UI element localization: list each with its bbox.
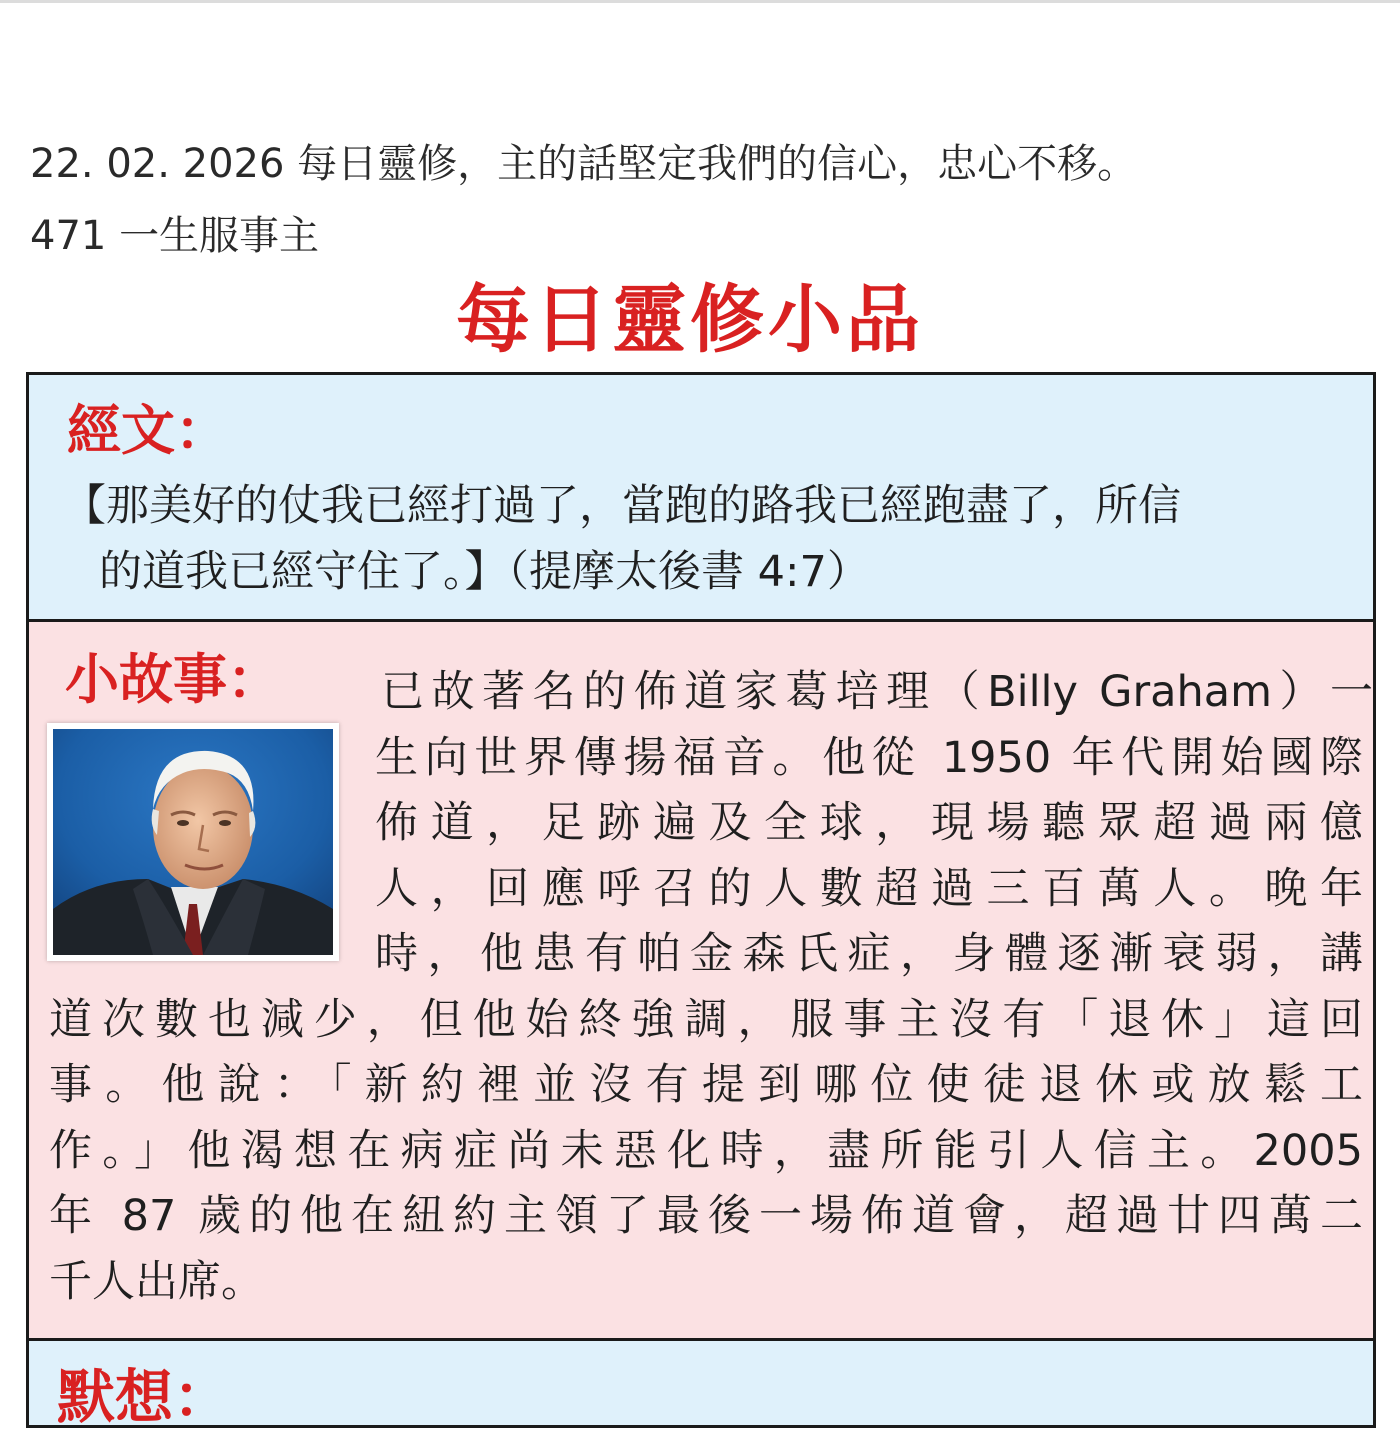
story-line: 千人出席。 (49, 1256, 264, 1307)
portrait-photo (47, 723, 339, 961)
hymn-line: 471 一生服事主 (30, 213, 320, 259)
post-date-line: 22. 02. 2026 每日靈修，主的話堅定我們的信心，忠心不移。 (30, 141, 1138, 187)
scripture-card (26, 372, 1376, 622)
story-card (26, 619, 1376, 1341)
story-line: 生向世界傳揚福音。他從 1950 年代開始國際 (375, 732, 1363, 783)
post-header (30, 128, 1137, 272)
story-line: 事。他說：「新約裡並沒有提到哪位使徒退休或放鬆工 (49, 1060, 1363, 1110)
reflection-card (26, 1338, 1376, 1431)
story-line: 年 87 歲的他在紐約主領了最後一場佈道會，超過廿四萬二 (49, 1191, 1363, 1241)
reflection-label: 默想： (57, 1363, 232, 1431)
portrait-image (53, 729, 333, 955)
story-line: 時，他患有帕金森氏症，身體逐漸衰弱，講 (375, 929, 1363, 979)
story-line: 作。」他渴想在病症尚未惡化時，盡所能引人信主。2005 (49, 1125, 1363, 1176)
scripture-verse (63, 473, 1363, 605)
top-divider (0, 0, 1400, 3)
story-line: 佈道，足跡遍及全球，現場聽眾超過兩億 (375, 798, 1363, 848)
story-line: 已故著名的佈道家葛培理（Billy Graham）一 (381, 667, 1373, 717)
story-line: 人，回應呼召的人數超過三百萬人。晚年 (375, 863, 1363, 914)
scripture-label: 經文： (67, 399, 229, 462)
page-title: 每日靈修小品 (456, 277, 924, 363)
verse-line-2: 的道我已經守住了。】（提摩太後書 4:7） (99, 547, 870, 597)
story-label: 小故事： (65, 648, 281, 711)
verse-line-1: 【那美好的仗我已經打過了，當跑的路我已經跑盡了，所信 (63, 481, 1181, 531)
story-line: 道次數也減少，但他始終強調，服事主沒有「退休」這回 (49, 994, 1363, 1045)
